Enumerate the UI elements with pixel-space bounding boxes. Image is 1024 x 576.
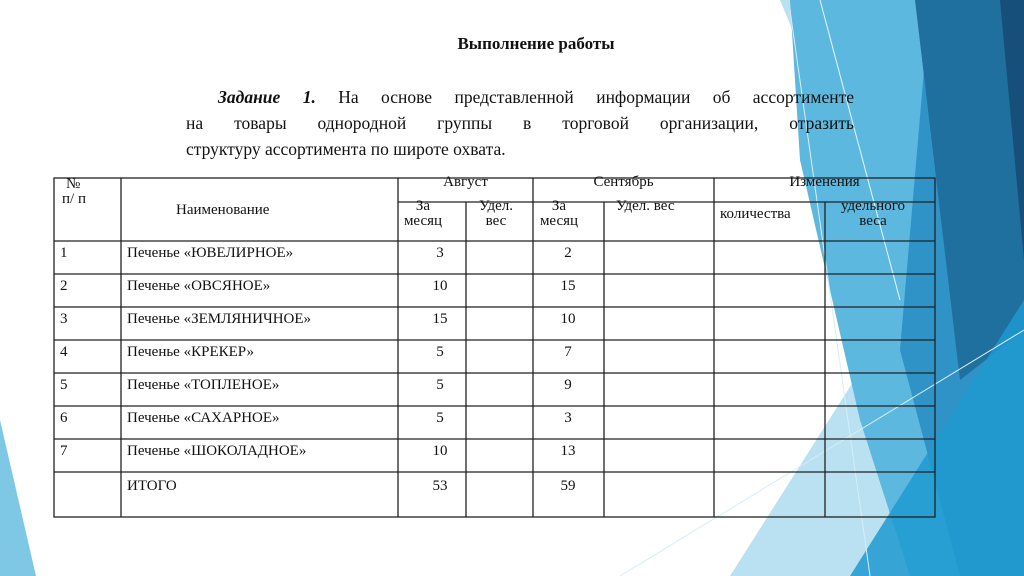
row-7-name: Печенье «ШОКОЛАДНОЕ» bbox=[127, 443, 307, 459]
task-line-2: на товары однородной группы в торговой организации, отразить bbox=[186, 113, 854, 133]
row-7-num: 7 bbox=[60, 443, 68, 459]
row-6-name: Печенье «САХАРНОЕ» bbox=[127, 410, 280, 426]
header-september: Сентябрь bbox=[593, 174, 654, 190]
slide-title: Выполнение работы bbox=[457, 34, 615, 53]
header-aug-month-l1: За bbox=[415, 198, 431, 214]
row-3-aug: 15 bbox=[432, 311, 448, 327]
header-name: Наименование bbox=[176, 202, 270, 218]
header-chg-share bbox=[825, 199, 921, 229]
total-name: ИТОГО bbox=[127, 478, 177, 494]
row-3-sep: 10 bbox=[560, 311, 576, 327]
header-sep-month-l1: За bbox=[551, 198, 567, 214]
header-num bbox=[62, 177, 86, 207]
row-4-name: Печенье «КРЕКЕР» bbox=[127, 344, 254, 360]
header-chg-share-l1: удельного bbox=[841, 198, 905, 214]
header-aug-share bbox=[466, 199, 526, 229]
row-7-aug: 10 bbox=[432, 443, 448, 459]
header-august: Август bbox=[443, 174, 488, 190]
header-aug-month-l2: месяц bbox=[403, 213, 443, 229]
row-6-aug: 5 bbox=[436, 410, 444, 426]
total-aug: 53 bbox=[432, 478, 448, 494]
header-sep-month bbox=[533, 199, 585, 229]
task-line-1-text: На основе представленной информации об ассортименте bbox=[338, 87, 854, 107]
header-sep-month-l2: месяц bbox=[539, 213, 579, 229]
header-num-line1: № bbox=[66, 176, 81, 192]
row-2-sep: 15 bbox=[560, 278, 576, 294]
header-chg-share-l2: веса bbox=[859, 213, 887, 229]
header-chg-qty: количества bbox=[720, 206, 791, 222]
row-7-sep: 13 bbox=[560, 443, 576, 459]
task-label: Задание 1. bbox=[218, 87, 316, 107]
header-aug-share-l2: вес bbox=[485, 213, 507, 229]
row-1-name: Печенье «ЮВЕЛИРНОЕ» bbox=[127, 245, 294, 261]
total-sep: 59 bbox=[560, 478, 576, 494]
header-aug-month bbox=[398, 199, 448, 229]
row-1-aug: 3 bbox=[436, 245, 444, 261]
row-5-aug: 5 bbox=[436, 377, 444, 393]
row-4-sep: 7 bbox=[564, 344, 572, 360]
header-num-line2: п/ п bbox=[62, 191, 86, 207]
row-4-aug: 5 bbox=[436, 344, 444, 360]
row-5-name: Печенье «ТОПЛЕНОЕ» bbox=[127, 377, 280, 393]
row-2-name: Печенье «ОВСЯНОЕ» bbox=[127, 278, 271, 294]
task-line-3: структуру ассортимента по широте охвата. bbox=[186, 139, 506, 159]
row-2-num: 2 bbox=[60, 278, 68, 294]
header-changes: Изменения bbox=[789, 174, 860, 190]
row-5-num: 5 bbox=[60, 377, 68, 393]
row-2-aug: 10 bbox=[432, 278, 448, 294]
header-aug-share-l1: Удел. bbox=[478, 198, 514, 214]
row-1-sep: 2 bbox=[564, 245, 572, 261]
row-4-num: 4 bbox=[60, 344, 68, 360]
row-3-name: Печенье «ЗЕМЛЯНИЧНОЕ» bbox=[127, 311, 312, 327]
row-3-num: 3 bbox=[60, 311, 68, 327]
row-1-num: 1 bbox=[60, 245, 68, 261]
row-6-sep: 3 bbox=[564, 410, 572, 426]
header-sep-share: Удел. вес bbox=[616, 198, 675, 214]
row-5-sep: 9 bbox=[564, 377, 572, 393]
row-6-num: 6 bbox=[60, 410, 68, 426]
